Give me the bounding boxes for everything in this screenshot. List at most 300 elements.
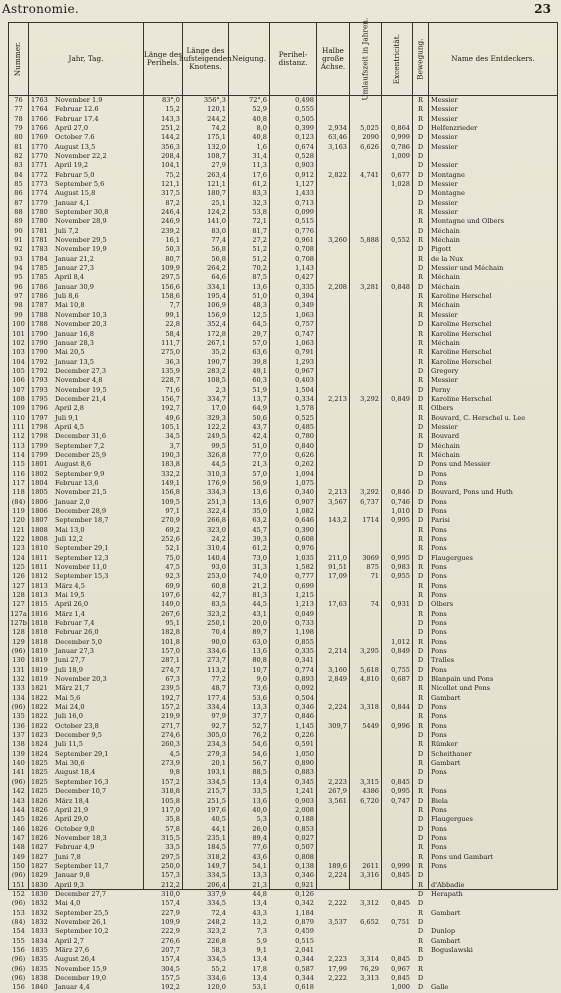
cell-nummer: 131	[12, 665, 25, 674]
cell-halbe-achse	[317, 946, 349, 955]
cell-perihel-laenge: 274,7	[161, 665, 180, 674]
cell-nummer: 99	[14, 310, 23, 319]
cell-jahr: 1825	[31, 787, 48, 796]
cell-entdecker: Pons	[431, 712, 447, 721]
cell-knoten-laenge: 132,0	[207, 142, 226, 151]
cell-perihel-distanz: 0,390	[295, 525, 314, 534]
cell-exzentrizitaet	[382, 825, 412, 834]
cell-halbe-achse	[317, 740, 349, 749]
cell-exzentrizitaet	[382, 451, 412, 460]
cell-neigung: 70,2	[252, 264, 267, 273]
cell-entdecker: Pons	[431, 581, 447, 590]
cell-jahr: 1818	[31, 628, 48, 637]
cell-perihel-distanz: 1,127	[295, 180, 314, 189]
cell-umlaufszeit	[350, 208, 381, 217]
cell-halbe-achse	[317, 619, 349, 628]
cell-nummer: 89	[14, 217, 23, 226]
cell-jahr: 1811	[31, 563, 48, 571]
cell-tag: April 9,3	[55, 880, 84, 889]
cell-bewegung: D	[417, 777, 424, 786]
cell-tag: Mai 10,8	[55, 301, 85, 310]
cell-perihel-distanz: 0,708	[295, 245, 314, 254]
cell-umlaufszeit	[350, 834, 381, 843]
cell-perihel-distanz: 1,143	[295, 264, 314, 273]
cell-nummer: 84	[14, 170, 23, 179]
cell-exzentrizitaet: 1,012	[391, 637, 410, 646]
cell-exzentrizitaet	[382, 853, 412, 862]
cell-nummer: 127	[12, 581, 25, 590]
cell-halbe-achse	[317, 656, 349, 665]
cell-bewegung: R	[418, 236, 423, 245]
cell-exzentrizitaet	[382, 115, 412, 124]
cell-exzentrizitaet	[382, 712, 412, 721]
cell-neigung: 81,7	[252, 226, 267, 235]
cell-neigung: 54,6	[252, 740, 267, 749]
cell-perihel-distanz: 0,674	[295, 142, 314, 151]
cell-bewegung: R	[418, 563, 423, 571]
cell-halbe-achse	[317, 96, 349, 105]
cell-bewegung: D	[417, 628, 424, 637]
cell-halbe-achse: 309,7	[328, 721, 347, 730]
cell-knoten-laenge: 279,3	[207, 749, 226, 758]
cell-neigung: 43,7	[252, 422, 267, 431]
cell-umlaufszeit	[350, 245, 381, 254]
cell-knoten-laenge: 244,2	[207, 114, 226, 123]
cell-exzentrizitaet: 0,983	[391, 563, 410, 571]
table-row	[9, 498, 557, 507]
cell-bewegung: D	[417, 553, 424, 562]
cell-nummer: 116	[12, 469, 25, 478]
cell-neigung: 11,3	[252, 161, 267, 170]
cell-knoten-laenge: 251,3	[207, 497, 226, 506]
cell-perihel-distanz: 0,334	[295, 394, 314, 403]
cell-umlaufszeit	[350, 731, 381, 740]
cell-nummer: 136	[12, 721, 25, 730]
table-row	[9, 320, 557, 329]
cell-tag: November 18,3	[55, 833, 107, 842]
cell-entdecker: Gambart	[431, 693, 461, 702]
cell-bewegung: R	[418, 861, 423, 870]
cell-entdecker: Messier	[431, 376, 458, 385]
table-row	[9, 133, 557, 142]
cell-perihel-distanz: 0,335	[295, 282, 314, 291]
cell-tag: März 27,6	[55, 945, 90, 954]
cell-bewegung: D	[417, 394, 424, 403]
cell-umlaufszeit: 3069	[362, 553, 379, 562]
cell-neigung: 5,3	[256, 815, 267, 824]
cell-nummer: (84)	[11, 497, 26, 506]
table-row	[9, 386, 557, 395]
table-row	[9, 217, 557, 226]
cell-halbe-achse: 17,63	[328, 600, 347, 609]
cell-exzentrizitaet	[382, 843, 412, 852]
cell-jahr: 1804	[31, 478, 48, 487]
cell-exzentrizitaet	[382, 330, 412, 339]
cell-bewegung: R	[418, 534, 423, 543]
cell-perihel-laenge: 105,1	[161, 422, 180, 431]
cell-perihel-distanz: 0,777	[295, 572, 314, 581]
cell-umlaufszeit	[350, 507, 381, 516]
cell-jahr: 1786	[31, 282, 48, 291]
cell-exzentrizitaet	[382, 740, 412, 749]
header-knoten-laenge-text: Länge des aufsteigenden Knotens.	[179, 45, 232, 72]
cell-entdecker: Gambart	[431, 908, 461, 917]
cell-tag: April 27,0	[55, 124, 89, 133]
cell-exzentrizitaet: 0,552	[391, 236, 410, 245]
cell-tag: April 29,0	[55, 815, 89, 824]
cell-bewegung: R	[418, 348, 423, 357]
cell-umlaufszeit	[350, 301, 381, 310]
cell-entdecker: Pons	[431, 544, 447, 553]
cell-perihel-laenge: 33,5	[165, 843, 180, 852]
cell-exzentrizitaet	[382, 199, 412, 208]
cell-perihel-laenge: 83°,0	[162, 96, 180, 104]
cell-perihel-laenge: 36,3	[165, 357, 180, 366]
cell-knoten-laenge: 193,1	[207, 768, 226, 777]
cell-nummer: 148	[12, 843, 25, 852]
cell-tag: April 2,8	[55, 404, 84, 413]
cell-nummer: 146	[12, 824, 25, 833]
cell-jahr: 1805	[31, 488, 48, 497]
cell-perihel-distanz: 0,528	[295, 152, 314, 161]
cell-jahr: 1799	[31, 450, 48, 459]
cell-nummer: 82	[14, 152, 23, 161]
cell-jahr: 1790	[31, 338, 48, 347]
cell-entdecker: Pons und Gambart	[431, 852, 494, 861]
cell-halbe-achse	[317, 526, 349, 535]
cell-knoten-laenge: 323,2	[207, 927, 226, 936]
cell-halbe-achse	[317, 180, 349, 189]
cell-nummer: 121	[12, 525, 25, 534]
cell-exzentrizitaet	[382, 479, 412, 488]
cell-nummer: 143	[12, 796, 25, 805]
cell-bewegung: D	[417, 647, 424, 656]
cell-halbe-achse: 2,222	[328, 899, 347, 908]
cell-perihel-distanz: 0,555	[295, 105, 314, 114]
cell-exzentrizitaet: 0,995	[391, 553, 410, 562]
cell-perihel-distanz: 0,515	[295, 936, 314, 945]
cell-bewegung: R	[418, 114, 423, 123]
cell-umlaufszeit	[350, 255, 381, 264]
cell-jahr: 1826	[31, 815, 48, 824]
cell-bewegung: R	[418, 338, 423, 347]
table-row	[9, 927, 557, 936]
cell-jahr: 1808	[31, 525, 48, 534]
cell-halbe-achse	[317, 843, 349, 852]
cell-jahr: 1827	[31, 843, 48, 852]
cell-knoten-laenge: 190,7	[207, 357, 226, 366]
cell-perihel-laenge: 250,0	[161, 861, 180, 870]
cell-exzentrizitaet	[382, 750, 412, 759]
cell-halbe-achse	[317, 199, 349, 208]
cell-exzentrizitaet: 0,746	[391, 497, 410, 506]
cell-perihel-laenge: 117,0	[161, 805, 180, 814]
cell-bewegung: R	[418, 591, 423, 600]
cell-bewegung: R	[418, 843, 423, 852]
cell-perihel-laenge: 157,2	[161, 703, 180, 712]
cell-neigung: 13,3	[252, 703, 267, 712]
cell-perihel-distanz: 0,498	[295, 96, 314, 104]
cell-knoten-laenge: 334,5	[207, 777, 226, 786]
cell-knoten-laenge: 44,5	[211, 460, 226, 469]
cell-umlaufszeit: 5449	[362, 721, 379, 730]
cell-nummer: 137	[12, 731, 25, 740]
cell-neigung: 43,1	[252, 609, 267, 618]
table-row	[9, 825, 557, 834]
cell-neigung: 5,9	[256, 936, 267, 945]
cell-perihel-distanz: 0,708	[295, 254, 314, 263]
cell-umlaufszeit: 1714	[362, 516, 379, 525]
cell-jahr: 1840	[31, 983, 48, 992]
cell-bewegung: D	[417, 320, 424, 329]
cell-perihel-distanz: 1,050	[295, 749, 314, 758]
cell-entdecker: Pons	[431, 591, 447, 600]
cell-jahr: 1821	[31, 684, 48, 693]
cell-entdecker: Gambart	[431, 936, 461, 945]
cell-bewegung: R	[418, 945, 423, 954]
cell-knoten-laenge: 44,1	[211, 824, 226, 833]
cell-neigung: 1,6	[256, 142, 267, 151]
cell-bewegung: R	[418, 544, 423, 553]
cell-halbe-achse	[317, 806, 349, 815]
cell-nummer: 127	[12, 600, 25, 609]
cell-perihel-laenge: 297,5	[161, 273, 180, 282]
cell-neigung: 12,5	[252, 310, 267, 319]
cell-umlaufszeit	[350, 189, 381, 198]
cell-tag: Juni 7,8	[55, 852, 81, 861]
cell-halbe-achse	[317, 927, 349, 936]
cell-knoten-laenge: 352,4	[207, 320, 226, 329]
cell-halbe-achse	[317, 535, 349, 544]
cell-perihel-distanz: 0,976	[295, 544, 314, 553]
cell-halbe-achse	[317, 330, 349, 339]
cell-nummer: 112	[12, 432, 25, 441]
cell-jahr: 1797	[31, 413, 48, 422]
cell-entdecker: Helfenzrieder	[431, 124, 478, 133]
cell-entdecker: Montagne und Olbers	[431, 217, 504, 226]
cell-perihel-distanz: 0,099	[295, 208, 314, 217]
table-row	[9, 516, 557, 525]
header-nummer-text: Nummer.	[13, 41, 23, 77]
cell-nummer: 138	[12, 740, 25, 749]
cell-exzentrizitaet	[382, 320, 412, 329]
cell-tag: November 10,3	[55, 310, 107, 319]
cell-halbe-achse	[317, 367, 349, 376]
cell-halbe-achse: 2,214	[328, 647, 347, 656]
cell-jahr: 1819	[31, 656, 48, 665]
cell-halbe-achse	[317, 152, 349, 161]
cell-perihel-distanz: 0,394	[295, 292, 314, 301]
cell-exzentrizitaet: 0,931	[391, 600, 410, 609]
cell-umlaufszeit	[350, 386, 381, 395]
cell-nummer: 77	[14, 105, 23, 114]
cell-perihel-distanz: 0,188	[295, 815, 314, 824]
cell-neigung: 77,6	[252, 843, 267, 852]
cell-nummer: 150	[12, 861, 25, 870]
cell-entdecker: Flaugergues	[431, 553, 473, 562]
cell-perihel-laenge: 275,0	[161, 348, 180, 357]
cell-neigung: 54,1	[252, 861, 267, 870]
cell-umlaufszeit	[350, 199, 381, 208]
header-perihel-distanz-text: Perihel-distanz.	[278, 49, 308, 67]
cell-neigung: 13,6	[252, 796, 267, 805]
cell-nummer: (96)	[11, 899, 26, 908]
table-row	[9, 199, 557, 208]
cell-nummer: 118	[12, 488, 25, 497]
cell-entdecker: Montagne	[431, 170, 465, 179]
cell-umlaufszeit	[350, 684, 381, 693]
cell-neigung: 80,8	[252, 656, 267, 665]
cell-bewegung: D	[417, 245, 424, 254]
cell-perihel-laenge: 35,8	[165, 815, 180, 824]
cell-jahr: 1786	[31, 292, 48, 301]
cell-bewegung: D	[417, 917, 424, 926]
cell-nummer: 95	[14, 273, 23, 282]
cell-halbe-achse: 17,09	[328, 572, 347, 581]
cell-neigung: 89,4	[252, 833, 267, 842]
cell-bewegung: D	[417, 983, 424, 992]
cell-exzentrizitaet	[382, 656, 412, 665]
cell-jahr: 1772	[31, 170, 48, 179]
cell-perihel-laenge: 192,2	[161, 983, 180, 992]
cell-entdecker: Pons	[431, 572, 447, 581]
cell-jahr: 1802	[31, 469, 48, 478]
cell-jahr: 1788	[31, 310, 48, 319]
cell-knoten-laenge: 206,4	[207, 880, 226, 889]
cell-jahr: 1830	[31, 880, 48, 889]
cell-perihel-distanz: 0,587	[295, 964, 314, 973]
cell-jahr: 1816	[31, 609, 48, 618]
cell-bewegung: D	[417, 497, 424, 506]
cell-knoten-laenge: 334,1	[207, 282, 226, 291]
cell-entdecker: Pons	[431, 647, 447, 656]
cell-umlaufszeit: 2611	[362, 861, 379, 870]
cell-tag: September 15,3	[55, 572, 109, 581]
cell-halbe-achse	[317, 105, 349, 114]
cell-perihel-distanz: 1,213	[295, 600, 314, 609]
cell-neigung: 42,4	[252, 432, 267, 441]
cell-umlaufszeit	[350, 768, 381, 777]
cell-neigung: 53,6	[252, 693, 267, 702]
cell-tag: März 4,5	[55, 581, 85, 590]
cell-nummer: 113	[12, 441, 25, 450]
cell-perihel-laenge: 52,1	[165, 544, 180, 553]
cell-umlaufszeit	[350, 404, 381, 413]
cell-knoten-laenge: 253,0	[207, 572, 226, 581]
cell-tag: September 25,5	[55, 908, 109, 917]
cell-nummer: 97	[14, 292, 23, 301]
cell-bewegung: R	[418, 357, 423, 366]
cell-halbe-achse	[317, 432, 349, 441]
cell-umlaufszeit	[350, 825, 381, 834]
cell-tag: August 13,5	[55, 142, 96, 151]
cell-umlaufszeit	[350, 348, 381, 357]
cell-entdecker: Pons	[431, 805, 447, 814]
cell-knoten-laenge: 121,1	[207, 180, 226, 189]
cell-entdecker: Messier	[431, 114, 458, 123]
cell-halbe-achse	[317, 768, 349, 777]
cell-exzentrizitaet: 0,849	[391, 394, 410, 403]
cell-jahr: 1784	[31, 254, 48, 263]
cell-jahr: 1826	[31, 805, 48, 814]
cell-tag: April 8,4	[55, 273, 84, 282]
table-row	[9, 946, 557, 955]
cell-tag: December 31,6	[55, 432, 107, 441]
cell-entdecker: Parisi	[431, 516, 450, 525]
cell-entdecker	[429, 974, 557, 983]
cell-jahr: 1835	[31, 955, 48, 964]
cell-umlaufszeit	[350, 376, 381, 385]
cell-halbe-achse: 2,849	[328, 675, 347, 684]
cell-halbe-achse: 2,934	[328, 124, 347, 133]
cell-entdecker: Méchain	[431, 236, 460, 245]
cell-knoten-laenge: 2,3	[215, 385, 226, 394]
cell-tag: September 7,2	[55, 441, 105, 450]
table-row	[9, 339, 557, 348]
cell-exzentrizitaet: 0,786	[391, 142, 410, 151]
cell-halbe-achse	[317, 628, 349, 637]
cell-exzentrizitaet	[382, 768, 412, 777]
cell-exzentrizitaet: 0,967	[391, 964, 410, 973]
cell-knoten-laenge: 248,2	[207, 917, 226, 926]
cell-perihel-distanz: 0,504	[295, 693, 314, 702]
cell-perihel-distanz: 0,126	[295, 889, 314, 898]
header-nummer	[9, 23, 29, 95]
cell-jahr: 1788	[31, 320, 48, 329]
cell-perihel-distanz: 1,063	[295, 338, 314, 347]
cell-halbe-achse	[317, 376, 349, 385]
header-knoten-laenge	[179, 23, 232, 95]
cell-exzentrizitaet: 0,844	[391, 703, 410, 712]
cell-bewegung: D	[417, 282, 424, 291]
cell-knoten-laenge: 17,0	[211, 404, 226, 413]
table-row	[9, 96, 557, 105]
cell-perihel-distanz: 0,138	[295, 861, 314, 870]
cell-tag: September 29,1	[55, 749, 109, 758]
cell-tag: Januar 4,1	[55, 198, 90, 207]
cell-umlaufszeit: 4,810	[360, 675, 379, 684]
cell-knoten-laenge: 124,2	[207, 208, 226, 217]
cell-halbe-achse: 3,561	[328, 796, 347, 805]
cell-entdecker: Herapath	[431, 889, 463, 898]
cell-neigung: 73,0	[252, 553, 267, 562]
cell-perihel-laenge: 239,2	[161, 226, 180, 235]
cell-exzentrizitaet: 0,995	[391, 516, 410, 525]
cell-perihel-distanz: 0,713	[295, 198, 314, 207]
cell-umlaufszeit: 3,318	[360, 703, 379, 712]
cell-entdecker: Pons	[431, 843, 447, 852]
table-row	[9, 656, 557, 665]
cell-perihel-distanz: 0,967	[295, 366, 314, 375]
cell-tag: Mai 30,6	[55, 759, 85, 768]
cell-jahr: 1819	[31, 665, 48, 674]
cell-knoten-laenge: 176,9	[207, 478, 226, 487]
cell-entdecker: Pons	[431, 703, 447, 712]
cell-perihel-distanz: 0,591	[295, 740, 314, 749]
cell-tag: October 9,0	[55, 824, 95, 833]
cell-halbe-achse	[317, 507, 349, 516]
cell-tag: Februar 5,0	[55, 170, 95, 179]
cell-jahr: 1830	[31, 889, 48, 898]
cell-perihel-distanz: 2,008	[295, 805, 314, 814]
cell-perihel-laenge: 69,2	[165, 525, 180, 534]
cell-nummer: (84)	[11, 917, 26, 926]
cell-jahr: 1826	[31, 824, 48, 833]
cell-halbe-achse: 2,224	[328, 871, 347, 880]
cell-knoten-laenge: 356°,3	[203, 96, 226, 104]
cell-nummer: 107	[12, 385, 25, 394]
cell-perihel-distanz: 0,092	[295, 684, 314, 693]
